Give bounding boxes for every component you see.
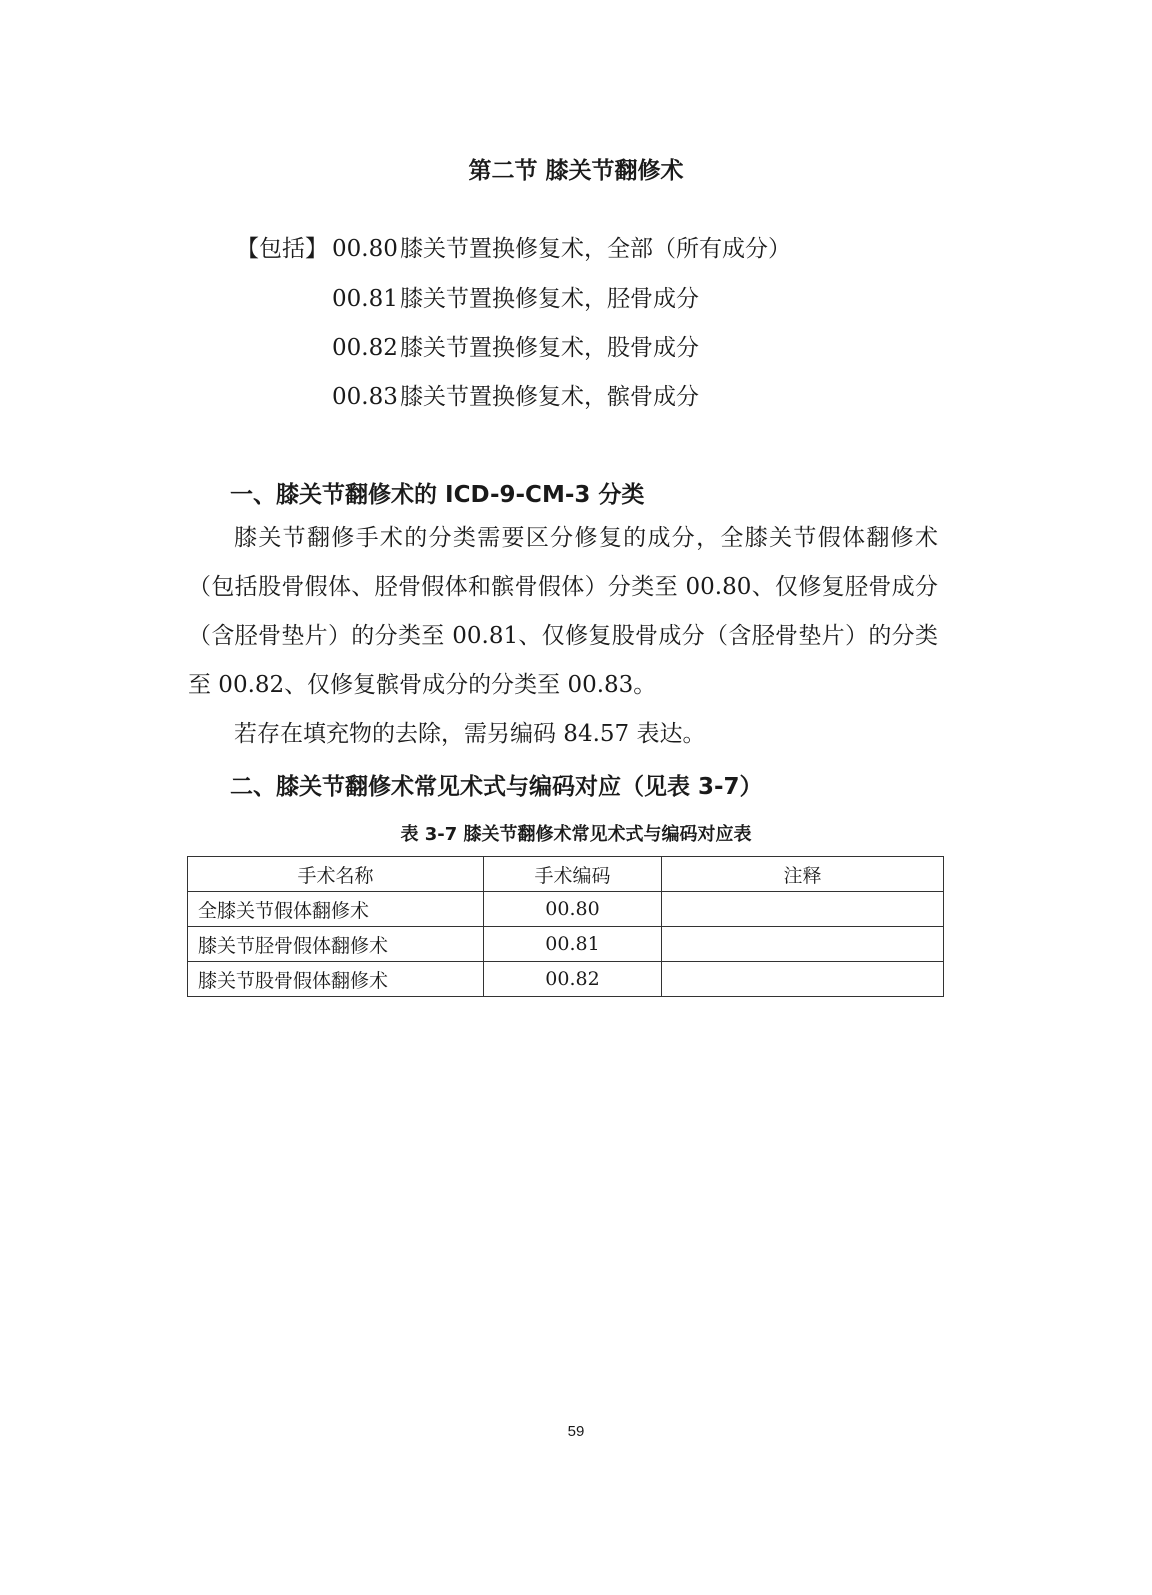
table-caption: 表 3-7 膝关节翻修术常见术式与编码对应表: [400, 824, 752, 845]
table-row: [188, 927, 944, 962]
includes-item-code: 00.82: [332, 335, 398, 361]
procedure-code-cell: 00.81: [484, 927, 662, 962]
table-header-cell: 注释: [662, 857, 944, 892]
note-cell: [662, 962, 944, 997]
procedure-name-cell: 膝关节胫骨假体翻修术: [188, 927, 484, 962]
note-cell: [662, 892, 944, 927]
includes-item-text: 膝关节置换修复术，全部（所有成分）: [400, 236, 791, 262]
coding-table: [187, 856, 944, 997]
note-cell: [662, 927, 944, 962]
paragraph-classification: 膝关节翻修手术的分类需要区分修复的成分，全膝关节假体翻修术（包括股骨假体、胫骨假体和髌骨假体）分类至 00.80、仅修复胫骨成分（含胫骨垫片）的分类至 00.81、仅修复股骨成分（含胫骨垫片）的分类至 00.82、仅修复髌骨成分的分类至 00.83。: [188, 525, 938, 698]
includes-item: [332, 329, 699, 362]
paragraph-filler-removal: 若存在填充物的去除，需另编码 84.57 表达。: [234, 721, 706, 747]
includes-item-text: 膝关节置换修复术，胫骨成分: [400, 286, 699, 312]
includes-item-code: 00.83: [332, 384, 398, 410]
includes-prefix: 【包括】: [236, 236, 328, 262]
includes-item: [332, 280, 699, 313]
table-row: [188, 962, 944, 997]
includes-item-code: 00.81: [332, 286, 398, 312]
page-number: 59: [567, 1423, 585, 1440]
table-header-cell: 手术编码: [484, 857, 662, 892]
includes-item-text: 膝关节置换修复术，髌骨成分: [400, 384, 699, 410]
procedure-name-cell: 膝关节股骨假体翻修术: [188, 962, 484, 997]
table-header-cell: 手术名称: [188, 857, 484, 892]
table-row: [188, 892, 944, 927]
procedure-name-cell: 全膝关节假体翻修术: [188, 892, 484, 927]
includes-item-code: 00.80: [332, 236, 398, 262]
section-title: 第二节 膝关节翻修术: [468, 158, 684, 184]
heading-classification: 一、膝关节翻修术的 ICD-9-CM-3 分类: [230, 482, 645, 508]
procedure-code-cell: 00.80: [484, 892, 662, 927]
procedure-code-cell: 00.82: [484, 962, 662, 997]
table-header-row: [188, 857, 944, 892]
heading-coding-table: 二、膝关节翻修术常见术式与编码对应（见表 3-7）: [230, 774, 763, 800]
includes-item: [332, 378, 699, 411]
includes-item-text: 膝关节置换修复术，股骨成分: [400, 335, 699, 361]
includes-item: [332, 230, 791, 263]
